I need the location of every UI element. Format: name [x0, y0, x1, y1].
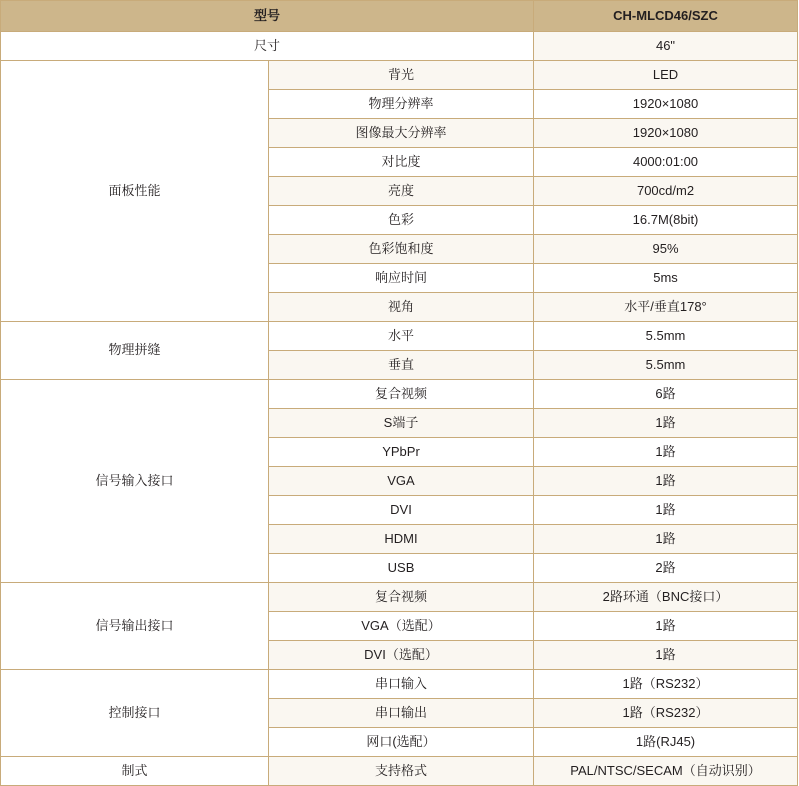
spec-item: 色彩饱和度 [269, 235, 534, 264]
spec-item: YPbPr [269, 438, 534, 467]
table-row [1, 583, 798, 612]
spec-value: 2路环通（BNC接口） [534, 583, 798, 612]
spec-item: 响应时间 [269, 264, 534, 293]
table-row [1, 322, 798, 351]
spec-value: 1路 [534, 438, 798, 467]
spec-value: 水平/垂直178° [534, 293, 798, 322]
group-label: 信号输入接口 [1, 380, 269, 583]
spec-value: 1路 [534, 496, 798, 525]
spec-item: 背光 [269, 61, 534, 90]
header-value: CH-MLCD46/SZC [534, 1, 798, 32]
spec-value: PAL/NTSC/SECAM（自动识别） [534, 757, 798, 786]
group-label: 制式 [1, 757, 269, 786]
spec-item: VGA（选配） [269, 612, 534, 641]
table-row [1, 61, 798, 90]
spec-item: 垂直 [269, 351, 534, 380]
spec-value: LED [534, 61, 798, 90]
group-label: 面板性能 [1, 61, 269, 322]
spec-value: 1路 [534, 409, 798, 438]
spec-value: 1路 [534, 525, 798, 554]
spec-item: USB [269, 554, 534, 583]
spec-value: 700cd/m2 [534, 177, 798, 206]
group-label: 控制接口 [1, 670, 269, 757]
spec-item: VGA [269, 467, 534, 496]
spec-item: DVI（选配） [269, 641, 534, 670]
spec-item: 串口输入 [269, 670, 534, 699]
spec-item: 物理分辨率 [269, 90, 534, 119]
spec-item: 网口(选配） [269, 728, 534, 757]
group-label: 信号输出接口 [1, 583, 269, 670]
spec-item: 串口输出 [269, 699, 534, 728]
spec-item: DVI [269, 496, 534, 525]
table-row [1, 757, 798, 786]
spec-value: 5.5mm [534, 322, 798, 351]
spec-value: 1路 [534, 612, 798, 641]
spec-value: 1路 [534, 641, 798, 670]
spec-item: S端子 [269, 409, 534, 438]
spec-value: 16.7M(8bit) [534, 206, 798, 235]
spec-value: 1920×1080 [534, 90, 798, 119]
size-label: 尺寸 [1, 32, 534, 61]
table-row [1, 670, 798, 699]
spec-item: HDMI [269, 525, 534, 554]
spec-value: 95% [534, 235, 798, 264]
spec-item: 复合视频 [269, 380, 534, 409]
spec-value: 1路（RS232） [534, 699, 798, 728]
spec-value: 1920×1080 [534, 119, 798, 148]
size-value: 46" [534, 32, 798, 61]
header-label: 型号 [1, 1, 534, 32]
spec-value: 5ms [534, 264, 798, 293]
group-label: 物理拼缝 [1, 322, 269, 380]
table-row-size [1, 32, 798, 61]
spec-item: 亮度 [269, 177, 534, 206]
spec-item: 视角 [269, 293, 534, 322]
table-row [1, 380, 798, 409]
spec-item: 对比度 [269, 148, 534, 177]
table-header-row [1, 1, 798, 32]
spec-value: 5.5mm [534, 351, 798, 380]
spec-item: 图像最大分辨率 [269, 119, 534, 148]
spec-item: 复合视频 [269, 583, 534, 612]
spec-value: 1路(RJ45) [534, 728, 798, 757]
spec-item: 色彩 [269, 206, 534, 235]
spec-value: 1路 [534, 467, 798, 496]
spec-value: 6路 [534, 380, 798, 409]
spec-item: 水平 [269, 322, 534, 351]
spec-value: 1路（RS232） [534, 670, 798, 699]
spec-value: 4000:01:00 [534, 148, 798, 177]
spec-item: 支持格式 [269, 757, 534, 786]
spec-value: 2路 [534, 554, 798, 583]
